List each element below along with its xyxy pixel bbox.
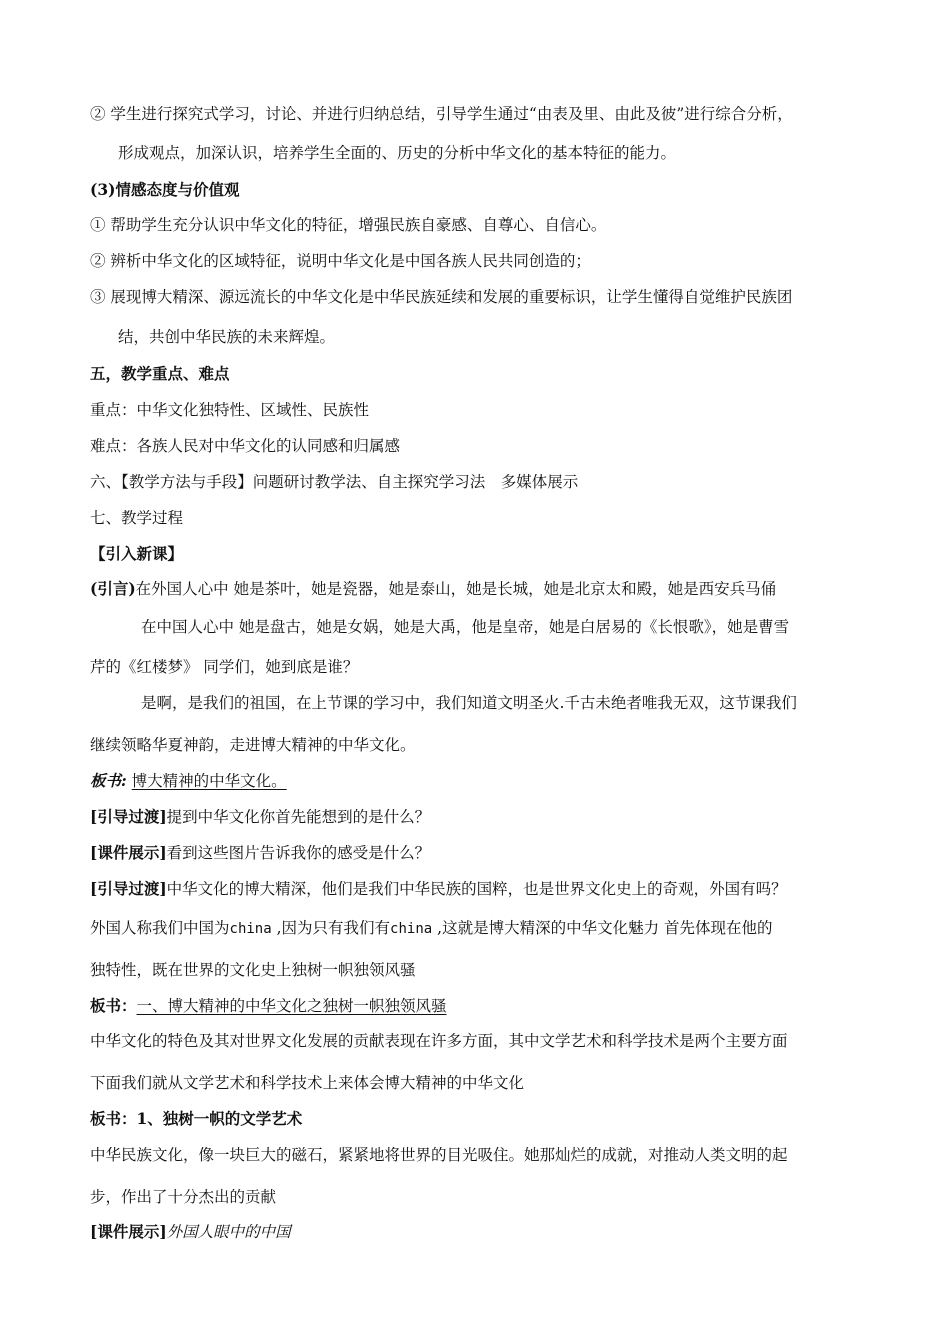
section-heading-key-points: 五，教学重点、难点: [90, 364, 230, 383]
guide-text: 中华文化的博大精深，他们是我们中华民族的国粹，也是世界文化史上的奇观，外国有吗？: [166, 880, 787, 898]
intro-text: 在外国人心中 她是茶叶，她是瓷器，她是泰山，她是长城，她是北京太和殿，她是西安兵马俑: [135, 580, 777, 598]
intro-line-2: 在中国人心中 她是盘古，她是女娲，她是大禹，他是皇帝，她是白居易的《长恨歌》，她是曹雪: [141, 618, 790, 636]
board-text: 博大精神的中华文化。: [131, 772, 287, 790]
board-note-title: [90, 771, 287, 791]
china-word: china: [229, 921, 272, 937]
courseware-show-1: [90, 843, 430, 863]
board-label: 板书：: [90, 996, 137, 1015]
board-text: 一、博大精神的中华文化之独树一帜独领风骚: [136, 997, 447, 1015]
emotion-item-2: ② 辨析中华文化的区域特征，说明中华文化是中国各族人民共同创造的；: [90, 252, 591, 270]
board-label: 板书:: [90, 771, 127, 790]
intro-line-1: [90, 579, 776, 599]
intro-label: (引言): [90, 579, 136, 598]
courseware-label: [课件展示]: [90, 843, 167, 862]
guide-label: [引导过渡]: [90, 879, 167, 898]
section-heading-methods: 六、【教学方法与手段】问题研讨教学法、自主探究学习法 多媒体展示: [90, 473, 579, 491]
paragraph-features-cont: 下面我们就从文学艺术和科学技术上来体会博大精神的中华文化: [90, 1074, 525, 1092]
intro-line-5: 继续领略华夏神韵，走进博大精神的中华文化。: [90, 736, 416, 754]
section-heading-emotion: (3)情感态度与价值观: [90, 180, 240, 199]
board-note-1: [90, 996, 447, 1016]
china-word: china: [390, 921, 433, 937]
paragraph-features: 中华文化的特色及其对世界文化发展的贡献表现在许多方面，其中文学艺术和科学技术是两个主要方面: [90, 1032, 788, 1050]
paragraph-magnet-cont: 步，作出了十分杰出的贡献: [90, 1188, 277, 1206]
section-heading-process: 七、教学过程: [90, 509, 184, 527]
courseware-text: 看到这些图片告诉我你的感受是什么？: [166, 844, 431, 862]
guide-transition-1: [90, 807, 430, 827]
guide-label: [引导过渡]: [90, 807, 167, 826]
text-segment: ,因为只有我们有: [276, 919, 391, 937]
courseware-text: 外国人眼中的中国: [166, 1223, 291, 1241]
guide-transition-2-end: 独特性，既在世界的文化史上独树一帜独领风骚: [90, 961, 416, 979]
guide-text: 提到中华文化你首先能想到的是什么？: [166, 808, 431, 826]
courseware-show-2: [90, 1222, 291, 1242]
board-note-literature: 板书：1、独树一帜的文学艺术: [90, 1109, 303, 1128]
emotion-item-1: ① 帮助学生充分认识中华文化的特征，增强民族自豪感、自尊心、自信心。: [90, 216, 607, 234]
objective-item-2: ② 学生进行探究式学习，讨论、并进行归纳总结，引导学生通过“由表及里、由此及彼”进行综合分析，: [90, 105, 793, 123]
difficult-point: 难点：各族人民对中华文化的认同感和归属感: [90, 437, 401, 455]
intro-line-4: 是啊，是我们的祖国，在上节课的学习中，我们知道文明圣火.千古未绝者唯我无双，这节课我们: [141, 694, 797, 712]
key-point: 重点：中华文化独特性、区域性、民族性: [90, 401, 370, 419]
text-segment: 外国人称我们中国为: [90, 919, 230, 937]
heading-intro-new-lesson: 【引入新课】: [90, 544, 184, 563]
emotion-item-3: ③ 展现博大精深、源远流长的中华文化是中华民族延续和发展的重要标识，让学生懂得自觉维护民族团: [90, 288, 793, 306]
emotion-item-3-cont: 结，共创中华民族的未来辉煌。: [118, 328, 336, 346]
text-segment: ,这就是博大精深的中华文化魅力 首先体现在他的: [437, 919, 773, 937]
courseware-label: [课件展示]: [90, 1222, 167, 1241]
paragraph-magnet: 中华民族文化，像一块巨大的磁石，紧紧地将世界的目光吸住。她那灿烂的成就，对推动人类文明的起: [90, 1146, 788, 1164]
intro-line-3: 芹的《红楼梦》 同学们，她到底是谁？: [90, 658, 359, 676]
objective-item-2-cont: 形成观点，加深认识，培养学生全面的、历史的分析中华文化的基本特征的能力。: [118, 144, 677, 162]
guide-transition-2-cont: [90, 918, 773, 939]
guide-transition-2: [90, 879, 787, 899]
